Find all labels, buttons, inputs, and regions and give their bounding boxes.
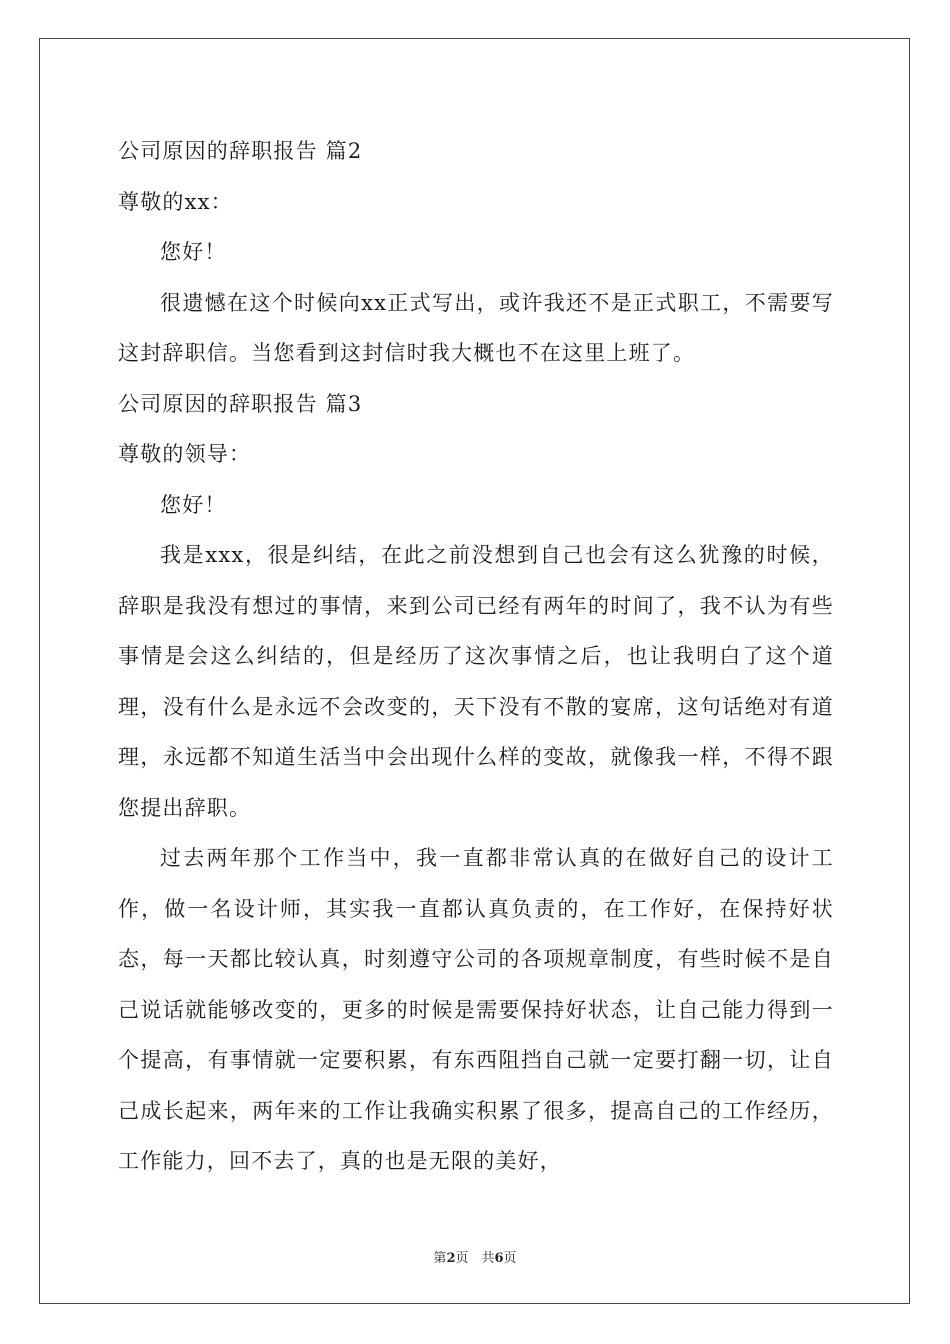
section-heading: 公司原因的辞职报告 篇2 [118, 139, 363, 163]
paragraph: 很遗憾在这个时候向xx正式写出，或许我还不是正式职工，不需要写这封辞职信。当您看到这封信时我大概也不在这里上班了。 [118, 290, 834, 365]
salutation: 尊敬的xx： [118, 189, 233, 214]
greeting: 您好！ [160, 492, 227, 517]
section-heading: 公司原因的辞职报告 篇3 [118, 391, 363, 416]
page-current: 2 [446, 1251, 456, 1266]
document-body [118, 126, 834, 1187]
paragraph: 过去两年那个工作当中，我一直都非常认真的在做好自己的设计工作，做一名设计师，其实我一直都认真负责的，在工作好，在保持好状态，每一天都比较认真，时刻遵守公司的各项规章制度，有些时候不是自己说话就能够改变的，更多的时候是需要保持好状态，让自己能力得到一个提高，有事情就一定要积累，有东西阻挡自己就一定要打翻一切，让自己成长起来，两年来的工作让我确实积累了很多，提高自己的工作经历，工作能力，回不去了，真的也是无限的美好， [118, 846, 834, 1173]
page-total: 6 [494, 1251, 504, 1266]
salutation: 尊敬的领导： [118, 442, 252, 466]
page-prefix: 第 [433, 1251, 447, 1266]
paragraph: 我是xxx，很是纠结，在此之前没想到自己也会有这么犹豫的时候，辞职是我没有想过的事情，来到公司已经有两年的时间了，我不认为有些事情是会这么纠结的，但是经历了这次事情之后，也让我明白了这个道理，没有什么是永远不会改变的，天下没有不散的宴席，这句话绝对有道理，永远都不知道生活当中会出现什么样的变故，就像我一样，不得不跟您提出辞职。 [118, 543, 834, 820]
page-mid: 页 共 [455, 1251, 495, 1266]
greeting: 您好！ [160, 240, 227, 264]
page-footer [0, 1247, 950, 1266]
page-suffix: 页 [503, 1251, 517, 1266]
